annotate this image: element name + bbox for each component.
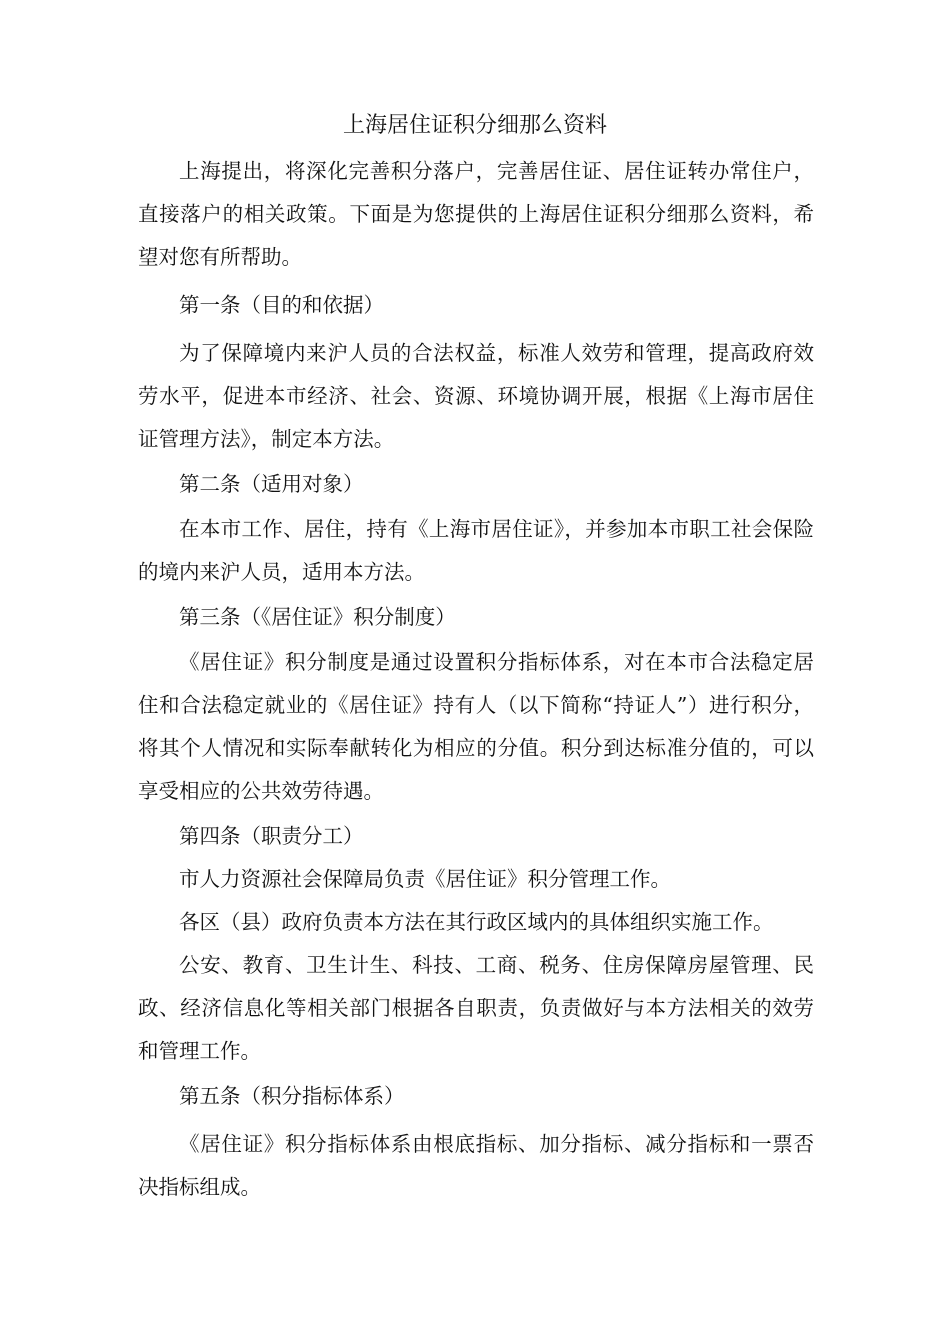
document-title: 上海居住证积分细那么资料 — [342, 113, 607, 138]
article-heading: 第二条（适用对象） — [179, 472, 364, 496]
paragraph: 在本市工作、居住，持有《上海市居住证》，并参加本市职工社会保险的境内来沪人员，适用本方法。 — [138, 517, 814, 584]
paragraph: 公安、教育、卫生计生、科技、工商、税务、住房保障房屋管理、民政、经济信息化等相关部门根据各自职责，负责做好与本方法相关的效劳和管理工作。 — [138, 953, 814, 1063]
paragraph: 《居住证》积分制度是通过设置积分指标体系，对在本市合法稳定居住和合法稳定就业的《居住证》持有人（以下简称“持证人”）进行积分，将其个人情况和实际奉献转化为相应的分值。积分到达标准分值的，可以享受相应的公共效劳待遇。 — [138, 650, 814, 803]
paragraph: 市人力资源社会保障局负责《居住证》积分管理工作。 — [179, 867, 671, 891]
document-body — [138, 150, 814, 1209]
paragraph: 《居住证》积分指标体系由根底指标、加分指标、减分指标和一票否决指标组成。 — [138, 1132, 814, 1199]
article-heading: 第五条（积分指标体系） — [179, 1084, 405, 1108]
article-heading: 第三条（《居住证》积分制度） — [179, 605, 456, 629]
paragraph: 各区（县）政府负责本方法在其行政区域内的具体组织实施工作。 — [179, 910, 774, 934]
intro-paragraph: 上海提出，将深化完善积分落户，完善居住证、居住证转办常住户，直接落户的相关政策。下面是为您提供的上海居住证积分细那么资料，希望对您有所帮助。 — [138, 159, 814, 269]
article-heading: 第四条（职责分工） — [179, 824, 364, 848]
article-heading: 第一条（目的和依据） — [179, 293, 384, 317]
paragraph: 为了保障境内来沪人员的合法权益，标准人效劳和管理，提高政府效劳水平，促进本市经济、社会、资源、环境协调开展，根据《上海市居住证管理方法》，制定本方法。 — [138, 341, 814, 451]
